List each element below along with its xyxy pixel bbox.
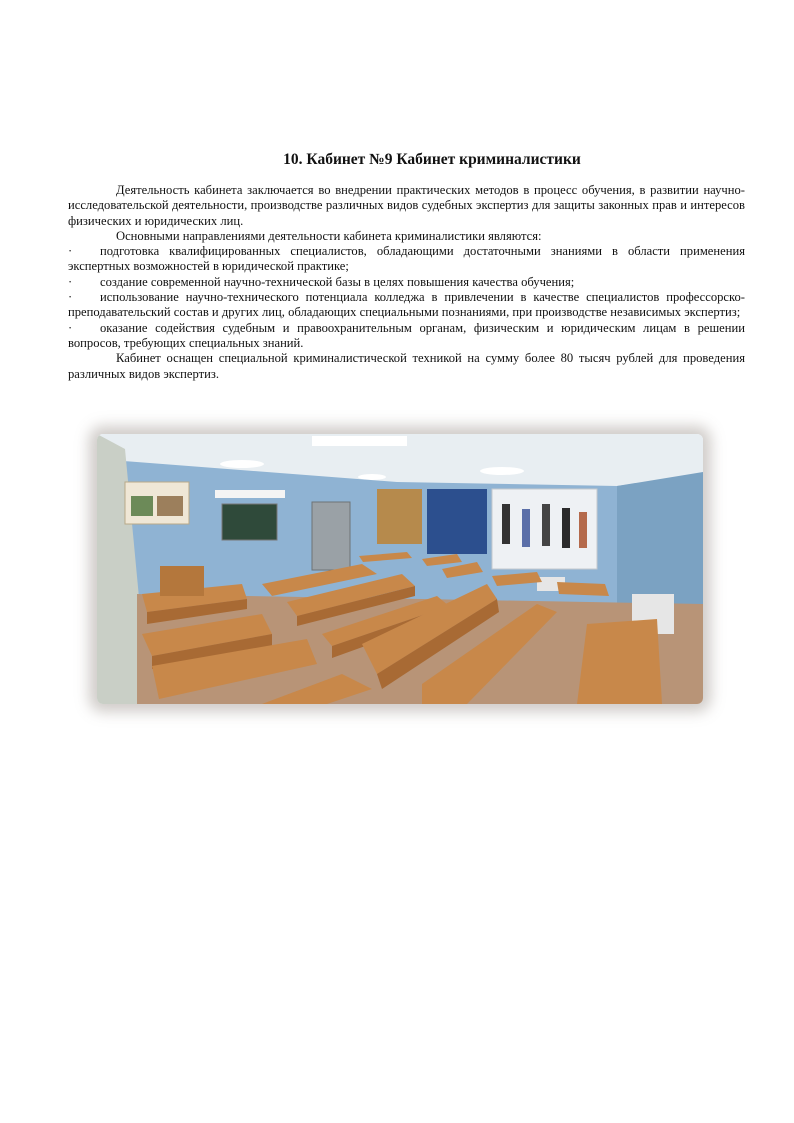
bullet-mark: · — [68, 290, 73, 305]
equipment-paragraph: Кабинет оснащен специальной криминалистической техникой на сумму более 80 тысяч рублей для проведения различных видов экспертиз. — [68, 351, 745, 381]
section-heading: 10. Кабинет №9 Кабинет криминалистики — [283, 151, 581, 168]
wall-poster — [377, 489, 422, 544]
poster-image — [157, 496, 183, 516]
board-lamp — [215, 490, 285, 498]
list-item-text: создание современной научно-технической базы в целях повышения качества обучения; — [100, 274, 575, 289]
classroom-illustration — [97, 434, 703, 704]
board — [222, 504, 277, 540]
directions-lead: Основными направлениями деятельности кабинета криминалистики являются: — [116, 228, 542, 243]
poster-image — [131, 496, 153, 516]
list-item — [68, 290, 745, 321]
list-item — [68, 321, 745, 352]
ceiling-light — [220, 460, 264, 468]
classroom-photo — [97, 434, 703, 704]
list-item — [68, 275, 745, 290]
list-item-text: использование научно-технического потенциала колледжа в привлечении в качестве специалистов профессорско-преподавательский состав и других лиц, обладающих специальными познаниями, при производстве независимых экспертиз; — [68, 290, 745, 320]
wall-poster — [427, 489, 487, 554]
bullet-mark: · — [68, 274, 73, 289]
list-item-text: подготовка квалифицированных специалистов, обладающими достаточными знаниями в области применения экспертных возможностей в юридической практике; — [68, 244, 745, 274]
intro-paragraph: Деятельность кабинета заключается во внедрении практических методов в процесс обучения, в развитии научно-исследовательской деятельности, производстве различных видов судебных экспертиз для защиты законных прав и интересов физических и юридических лиц. — [68, 183, 745, 228]
door — [312, 502, 350, 570]
bullet-mark: · — [68, 244, 73, 259]
ceiling-light — [480, 467, 524, 475]
list-item-text: оказание содействия судебным и правоохранительным органам, физическим и юридическим лицам в решении вопросов, требующих специальных знаний. — [68, 320, 745, 350]
ceiling-light — [312, 436, 407, 446]
ceiling-light — [358, 474, 386, 480]
list-item — [68, 244, 745, 275]
bullet-mark: · — [68, 320, 73, 335]
chair — [160, 566, 204, 596]
body-text — [68, 183, 745, 382]
